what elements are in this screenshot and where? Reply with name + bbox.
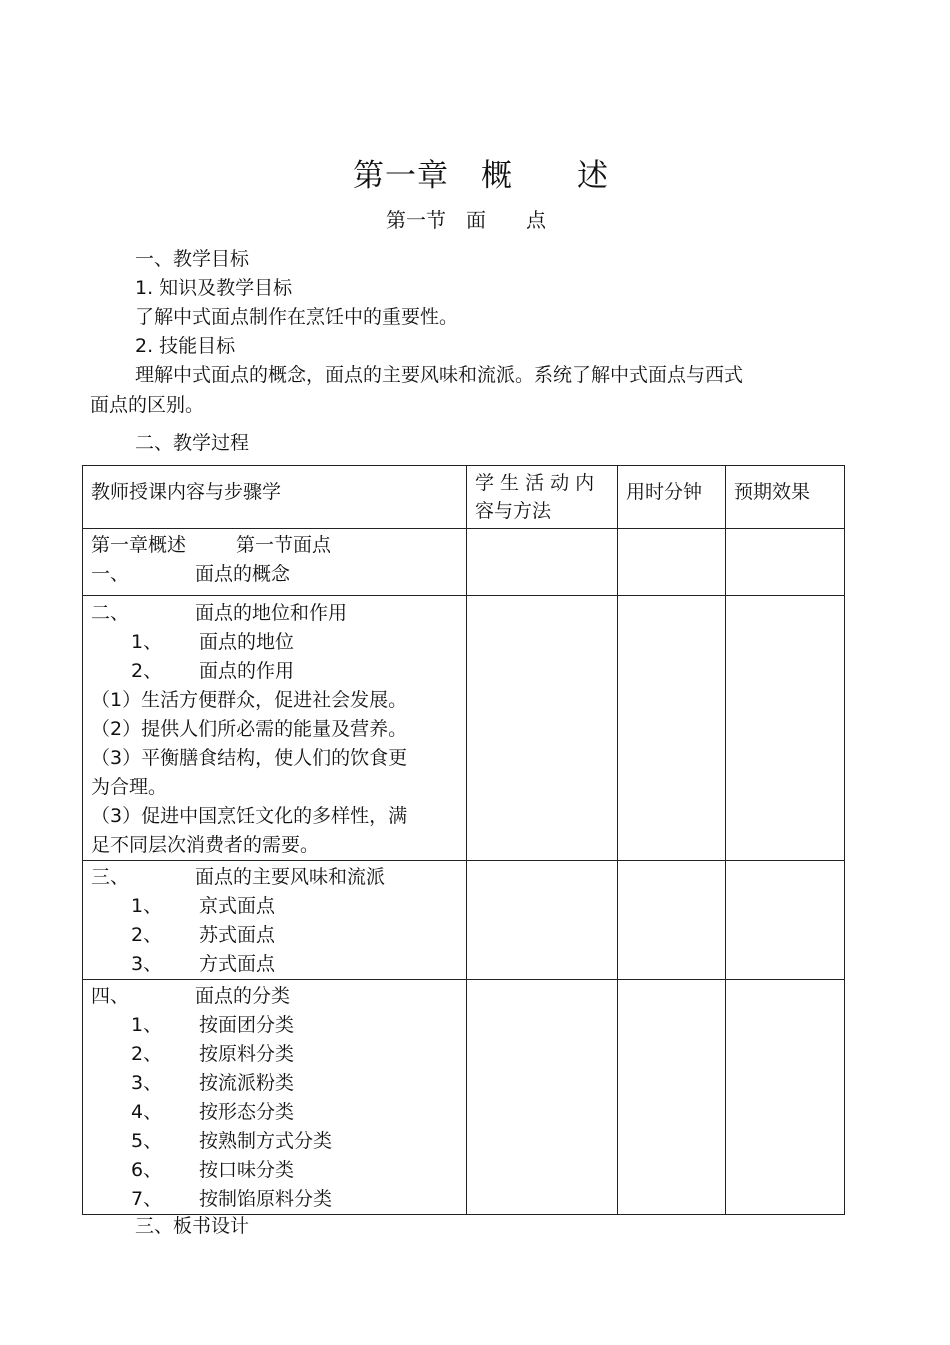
section-title: 第一节 面 点 (386, 208, 546, 232)
row1-content: 第一章概述 第一节面点 一、 面点的概念 (83, 529, 467, 596)
row3-content: 三、 面点的主要风味和流派 1、 京式面点 2、 苏式面点 3、 方式面点 (83, 861, 467, 980)
skill-text-line1: 理解中式面点的概念，面点的主要风味和流派。系统了解中式面点与西式 (135, 364, 744, 386)
teaching-process-table (82, 465, 845, 1215)
skill-text-line2: 面点的区别。 (90, 394, 205, 416)
table-row (83, 861, 845, 980)
table-row (83, 529, 845, 596)
table-row (83, 596, 845, 861)
objectives-heading: 一、教学目标 (135, 248, 250, 270)
process-heading: 二、教学过程 (135, 432, 250, 454)
header-student: 学 生 活 动 内容与方法 (467, 466, 618, 529)
header-content: 教师授课内容与步骤学 (83, 466, 467, 529)
knowledge-heading: 1. 知识及教学目标 (135, 277, 293, 299)
header-time: 用时分钟 (618, 466, 726, 529)
skill-heading: 2. 技能目标 (135, 335, 236, 357)
header-effect: 预期效果 (726, 466, 845, 529)
chapter-title: 第一章 概 述 (353, 158, 609, 194)
table-header-row (83, 466, 845, 529)
board-design-heading: 三、板书设计 (135, 1215, 250, 1237)
table-row (83, 980, 845, 1215)
knowledge-text: 了解中式面点制作在烹饪中的重要性。 (135, 306, 459, 328)
row4-content: 四、 面点的分类 1、 按面团分类 2、 按原料分类 3、 按流派粉类 4、 按形态分类 5、 按熟制方式分类 6、 按口味分类 7、 按制馅原料分类 (83, 980, 467, 1215)
row2-content: 二、 面点的地位和作用 1、 面点的地位 2、 面点的作用 （1）生活方便群众，促进社会发展。 （2）提供人们所必需的能量及营养。 （3）平衡膳食结构，使人们的饮食更 为合理。 （3）促进中国烹饪文化的多样性，满 足不同层次消费者的需要。 (83, 596, 467, 861)
